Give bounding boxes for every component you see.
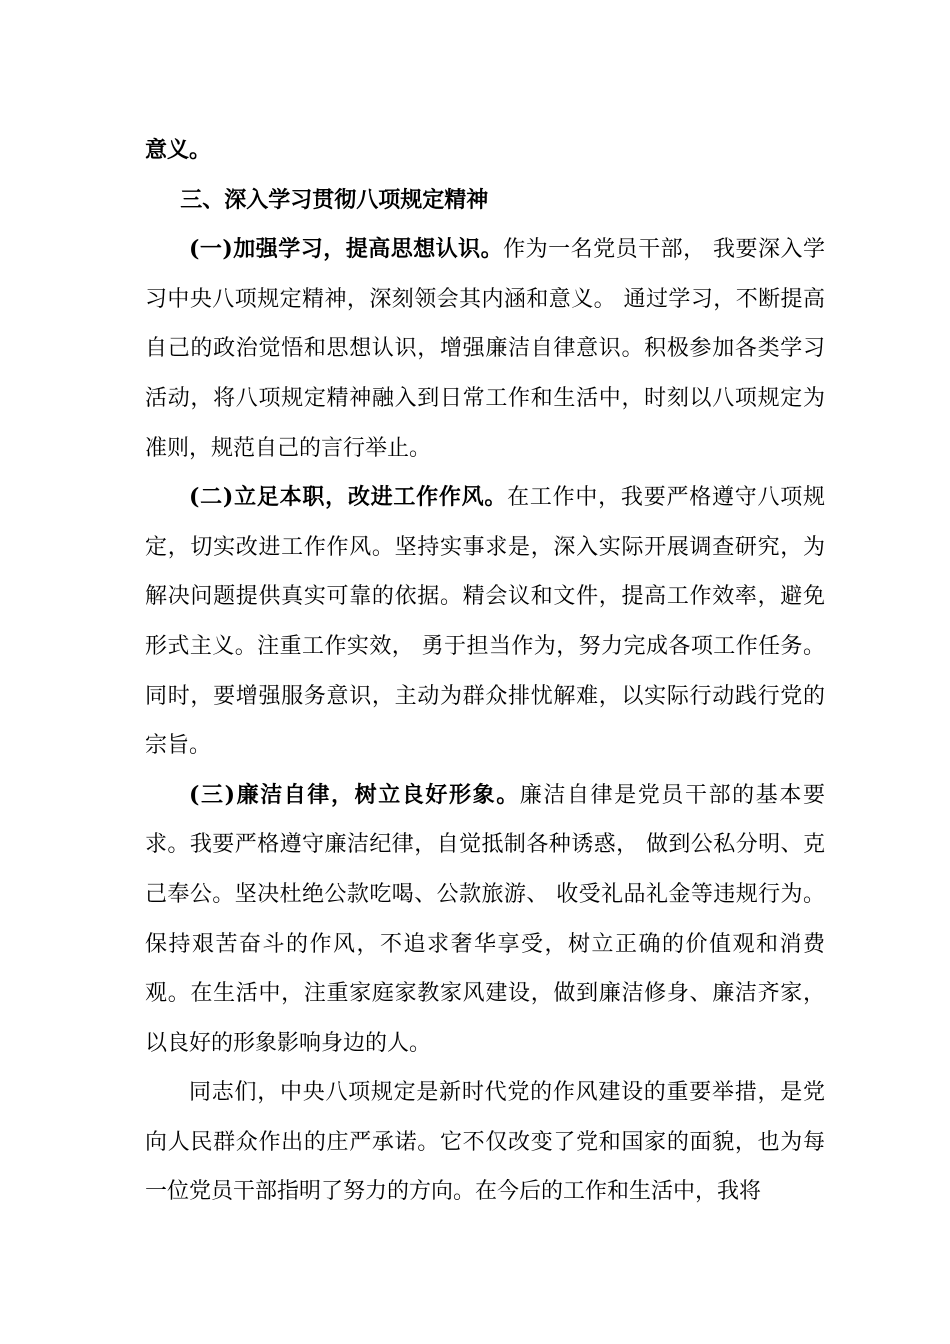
paragraph-2-lead: (二)立足本职，改进工作作风。: [189, 484, 508, 511]
paragraph-1: [145, 225, 825, 473]
paragraph-2-text: 在工作中，我要严格遵守八项规定，切实改进工作作风。坚持实事求是，深入实际开展调查研究，为解决问题提供真实可靠的依据。精会议和文件，提高工作效率，避免形式主义。注重工作实效， 勇于担当作为，努力完成各项工作任务。同时，要增强服务意识，主动为群众排忧解难，以实际行动践行党的宗旨。: [145, 485, 825, 759]
paragraph-1-text: 作为一名党员干部， 我要深入学习中央八项规定精神，深刻领会其内涵和意义。 通过学习，不断提高自己的政治觉悟和思想认识，增强廉洁自律意识。积极参加各类学习活动，将八项规定精神融入到日常工作和生活中，时刻以八项规定为准则，规范自己的言行举止。: [145, 237, 825, 461]
continuation-line: 意义。: [145, 137, 212, 163]
document-body: [145, 126, 825, 1217]
paragraph-3: [145, 771, 825, 1069]
paragraph-3-text: 廉洁自律是党员干部的基本要求。我要严格遵守廉洁纪律，自觉抵制各种诱惑， 做到公私分明、克己奉公。坚决杜绝公款吃喝、公款旅游、 收受礼品礼金等违规行为。保持艰苦奋斗的作风，不追求奢华享受，树立正确的价值观和消费观。在生活中，注重家庭家教家风建设，做到廉洁修身、廉洁齐家，以良好的形象影响身边的人。: [145, 782, 825, 1056]
paragraph-2: [145, 473, 825, 771]
paragraph-1-lead: (一)加强学习，提高思想认识。: [189, 236, 504, 263]
section-heading: 三、深入学习贯彻八项规定精神: [180, 186, 489, 213]
paragraph-3-lead: (三)廉洁自律，树立良好形象。: [189, 781, 520, 808]
closing-paragraph: 同志们，中央八项规定是新时代党的作风建设的重要举措，是党向人民群众作出的庄严承诺。它不仅改变了党和国家的面貌，也为每一位党员干部指明了努力的方向。在今后的工作和生活中，我将: [145, 1080, 825, 1205]
